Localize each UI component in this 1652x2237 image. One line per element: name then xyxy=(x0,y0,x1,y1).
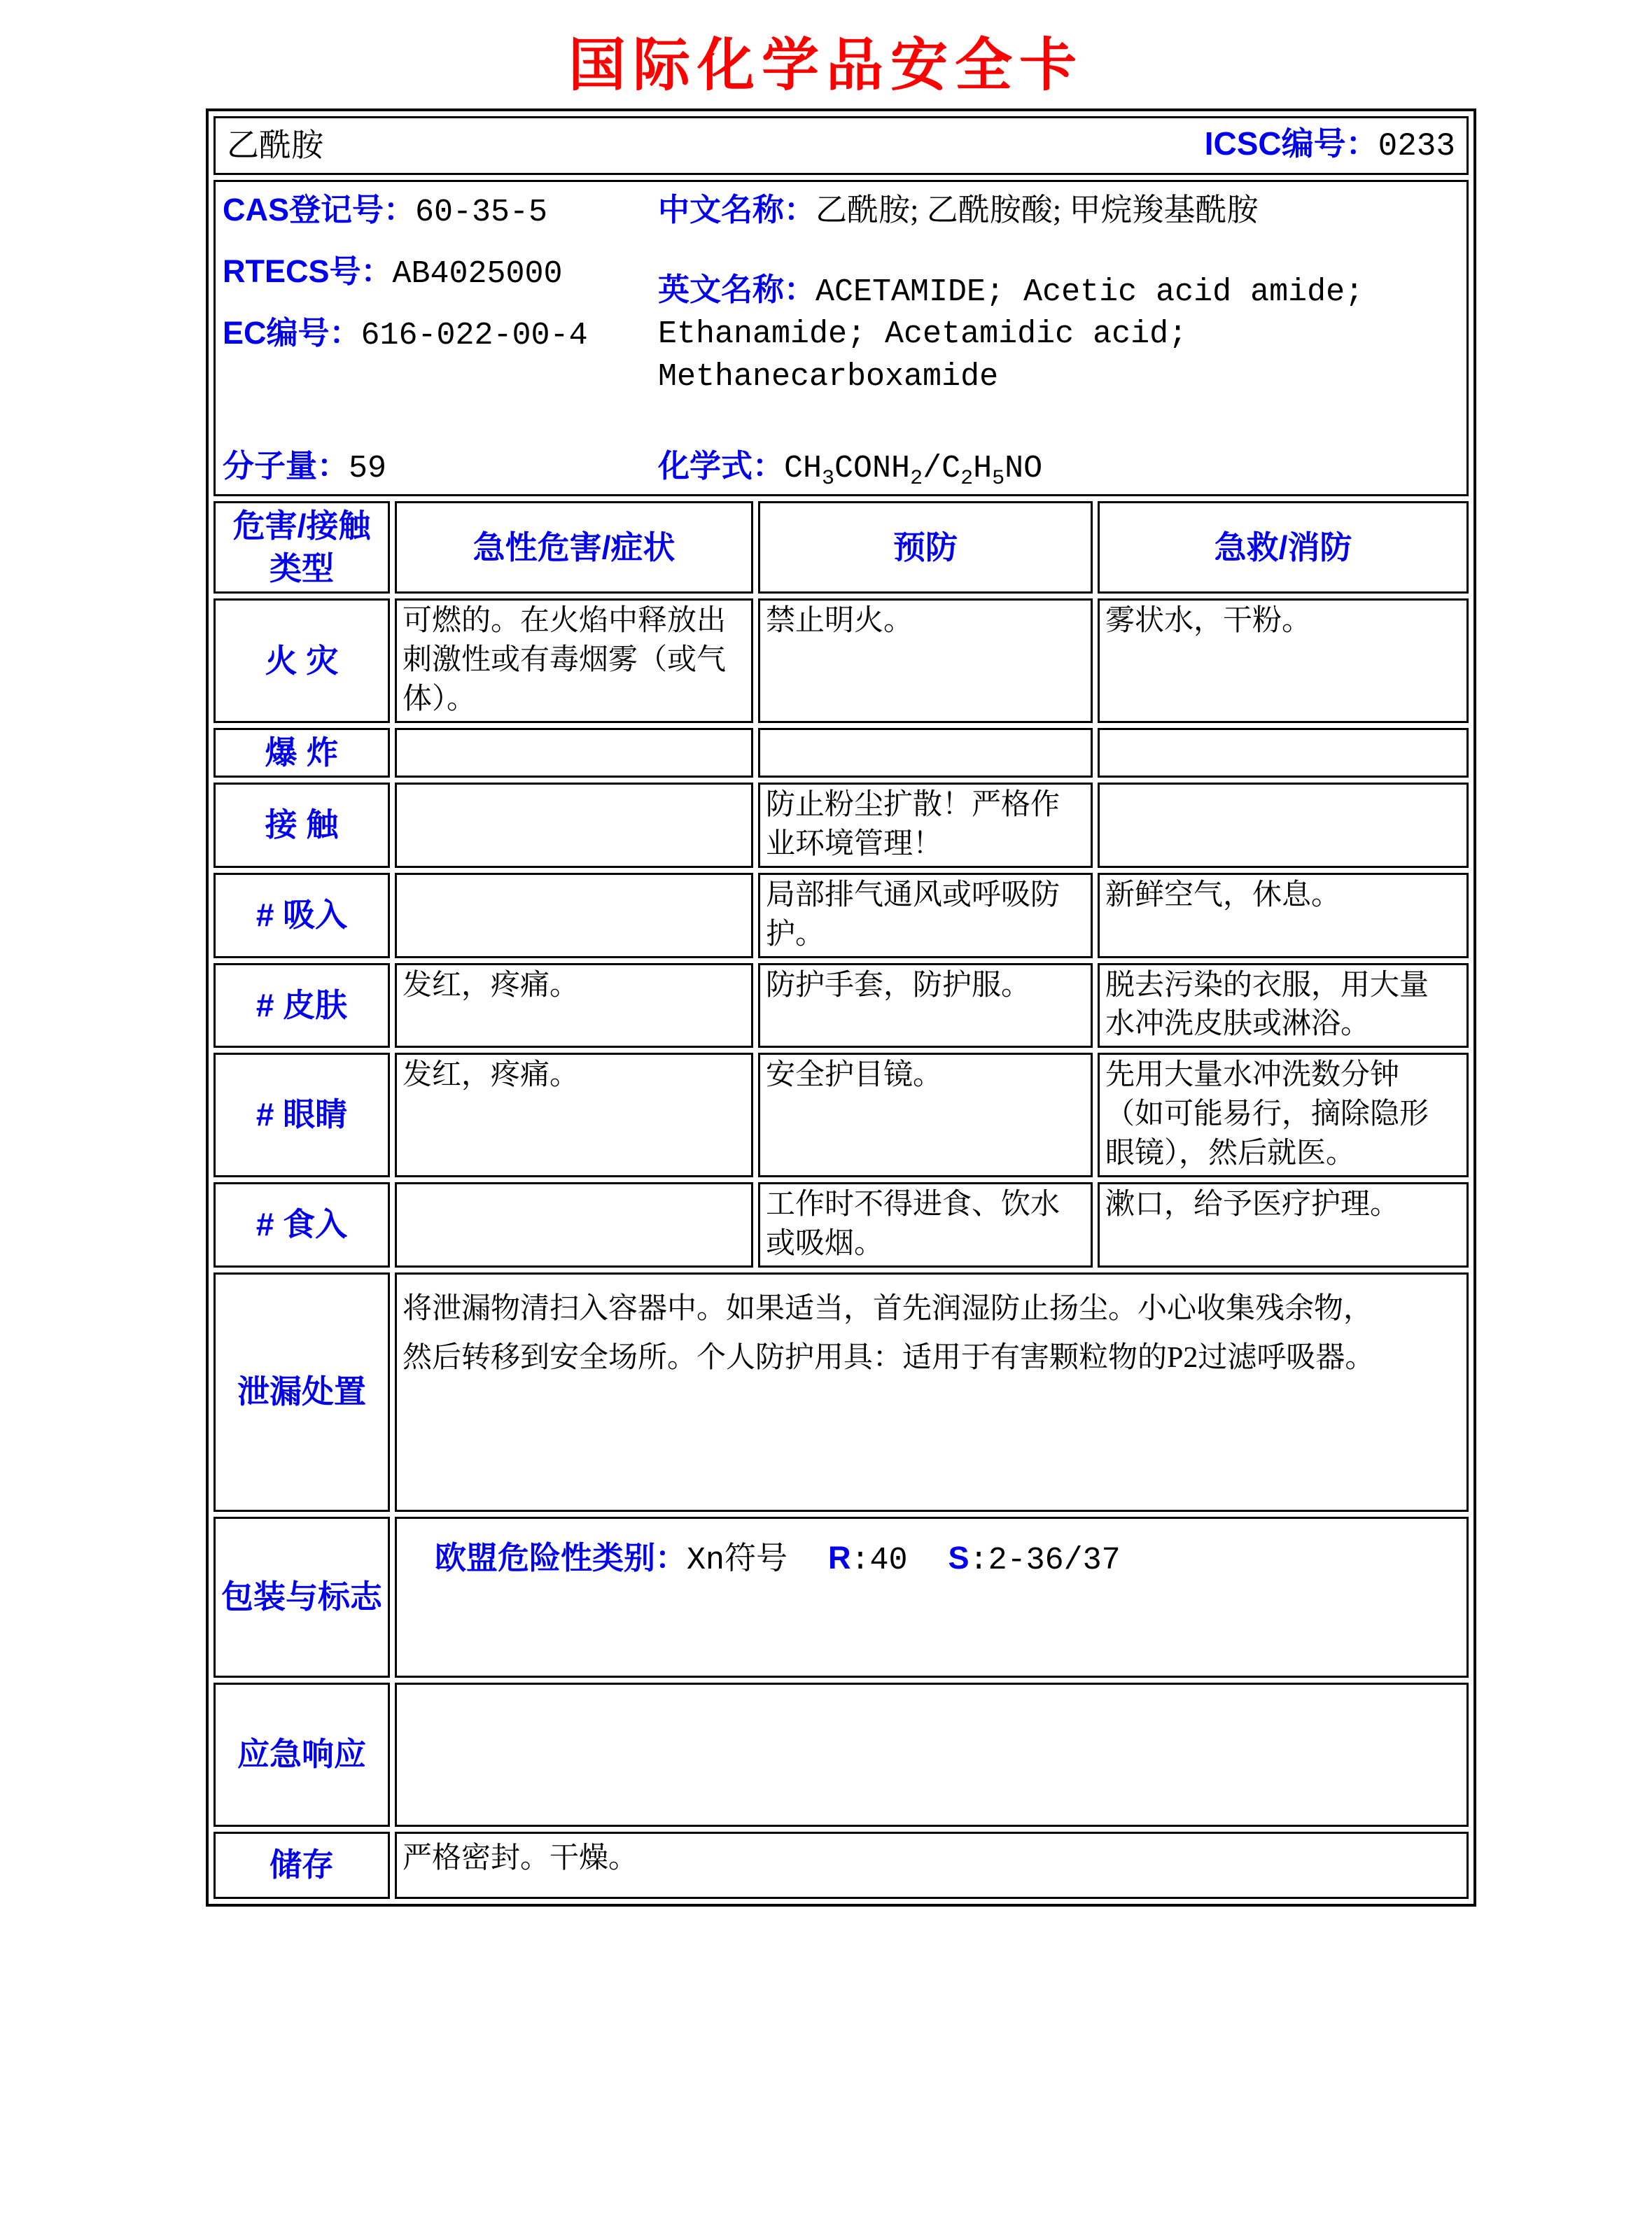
fire-firstaid: 雾状水，干粉。 xyxy=(1098,598,1469,723)
molecular-weight xyxy=(223,445,386,490)
inhalation-prevention: 局部排气通风或呼吸防护。 xyxy=(758,873,1093,958)
cas-value: 60-35-5 xyxy=(415,195,548,230)
s-phrase-value: :2-36/37 xyxy=(969,1542,1121,1578)
hazard-type-header-line2: 类型 xyxy=(270,550,334,587)
ingestion-firstaid: 漱口，给予医疗护理。 xyxy=(1098,1182,1469,1268)
hazard-header-row xyxy=(214,501,1469,594)
section-row-packaging xyxy=(214,1517,1469,1678)
substance-header-row xyxy=(214,116,1469,175)
skin-firstaid: 脱去污染的衣服，用大量水冲洗皮肤或淋浴。 xyxy=(1098,963,1469,1049)
ec-value: 616-022-00-4 xyxy=(360,317,588,353)
explosion-symptoms xyxy=(395,728,753,778)
english-names xyxy=(658,269,1442,398)
chemical-formula-value: $CH_3CONH_2/C_2H_5NO$ xyxy=(784,451,1043,491)
exposure-firstaid xyxy=(1098,783,1469,868)
section-label-storage: 储存 xyxy=(214,1832,390,1899)
icsc-label: ICSC编号： xyxy=(1204,125,1378,162)
hazard-row-fire xyxy=(214,598,1469,723)
section-row-storage xyxy=(214,1832,1469,1899)
rtecs-value: AB4025000 xyxy=(392,255,563,292)
molecular-weight-label: 分子量： xyxy=(223,448,349,484)
chinese-names-label: 中文名称： xyxy=(658,192,816,227)
section-label-spillage: 泄漏处置 xyxy=(214,1272,390,1512)
skin-prevention: 防护手套，防护服。 xyxy=(758,963,1093,1049)
substance-name: 乙酰胺 xyxy=(227,127,323,164)
firstaid-header: 急救/消防 xyxy=(1098,501,1469,594)
chinese-names xyxy=(658,189,1442,232)
explosion-prevention xyxy=(758,728,1093,778)
spillage-content: 将泄漏物清扫入容器中。如果适当，首先润湿防止扬尘。小心收集残余物，然后转移到安全场所。个人防护用具：适用于有害颗粒物的P2过滤呼吸器。 xyxy=(402,1292,1375,1375)
row-label-exposure: 接 触 xyxy=(214,783,390,868)
fire-symptoms: 可燃的。在火焰中释放出刺激性或有毒烟雾（或气体）。 xyxy=(395,598,753,723)
icsc-card-table xyxy=(206,108,1476,1907)
english-names-label: 英文名称： xyxy=(658,271,816,307)
substance-header-cell xyxy=(214,116,1469,175)
ingestion-prevention: 工作时不得进食、饮水或吸烟。 xyxy=(758,1182,1093,1268)
page-title: 国际化学品安全卡 xyxy=(568,34,1084,97)
storage-content: 严格密封。干燥。 xyxy=(395,1832,1469,1899)
hazard-type-header xyxy=(214,501,390,594)
identifiers-cell xyxy=(214,180,1469,496)
exposure-prevention: 防止粉尘扩散！严格作业环境管理！ xyxy=(758,783,1093,868)
chemical-formula-label: 化学式： xyxy=(658,448,785,484)
section-row-spillage xyxy=(214,1272,1469,1512)
explosion-firstaid xyxy=(1098,728,1469,778)
row-label-fire: 火 灾 xyxy=(214,598,390,723)
cas-label: CAS登记号： xyxy=(223,192,416,227)
eyes-symptoms: 发红，疼痛。 xyxy=(395,1053,753,1177)
hazard-type-header-line1: 危害/接触 xyxy=(232,507,371,544)
hazard-row-eyes xyxy=(214,1053,1469,1177)
fire-prevention: 禁止明火。 xyxy=(758,598,1093,723)
ec-label: EC编号： xyxy=(223,314,361,351)
symptoms-header: 急性危害/症状 xyxy=(395,501,753,594)
icsc-number xyxy=(1205,122,1455,168)
section-label-emergency: 应急响应 xyxy=(214,1683,390,1827)
cas-number xyxy=(223,189,588,234)
registry-numbers xyxy=(223,189,588,374)
r-phrase-value: :40 xyxy=(850,1542,908,1578)
inhalation-symptoms xyxy=(395,873,753,958)
section-row-emergency xyxy=(214,1683,1469,1827)
row-label-inhalation: # 吸入 xyxy=(214,873,390,958)
s-phrase-label: S xyxy=(948,1539,969,1576)
ingestion-symptoms xyxy=(395,1182,753,1268)
hazard-row-exposure xyxy=(214,783,1469,868)
inhalation-firstaid: 新鲜空气，休息。 xyxy=(1098,873,1469,958)
ec-number xyxy=(223,312,588,357)
chemical-formula xyxy=(658,445,1042,493)
row-label-eyes: # 眼睛 xyxy=(214,1053,390,1177)
hazard-row-ingestion xyxy=(214,1182,1469,1268)
hazard-row-explosion xyxy=(214,728,1469,778)
molecular-weight-value: 59 xyxy=(349,451,387,486)
r-phrase-label: R xyxy=(828,1539,851,1576)
hazard-row-inhalation xyxy=(214,873,1469,958)
rtecs-label: RTECS号： xyxy=(223,253,393,289)
prevention-header: 预防 xyxy=(758,501,1093,594)
row-label-ingestion: # 食入 xyxy=(214,1182,390,1268)
section-label-packaging: 包装与标志 xyxy=(214,1517,390,1678)
identifiers-row xyxy=(214,180,1469,496)
row-label-skin: # 皮肤 xyxy=(214,963,390,1049)
eyes-prevention: 安全护目镜。 xyxy=(758,1053,1093,1177)
chemical-names xyxy=(658,189,1442,398)
row-label-explosion: 爆 炸 xyxy=(214,728,390,778)
rtecs-number xyxy=(223,251,588,295)
spillage-content-cell xyxy=(395,1272,1469,1512)
exposure-symptoms xyxy=(395,783,753,868)
eu-symbol: Xn符号 xyxy=(687,1542,788,1578)
english-names-value: ACETAMIDE; Acetic acid amide; Ethanamide; Acetamidic acid; Methanecarboxamide xyxy=(658,274,1364,395)
emergency-content xyxy=(395,1683,1469,1827)
eu-hazard-class-line xyxy=(402,1524,1461,1582)
icsc-value: 0233 xyxy=(1378,128,1456,165)
eyes-firstaid: 先用大量水冲洗数分钟（如可能易行，摘除隐形眼镜），然后就医。 xyxy=(1098,1053,1469,1177)
skin-symptoms: 发红，疼痛。 xyxy=(395,963,753,1049)
chinese-names-value: 乙酰胺; 乙酰胺酸; 甲烷羧基酰胺 xyxy=(816,192,1259,227)
hazard-row-skin xyxy=(214,963,1469,1049)
eu-class-label: 欧盟危险性类别： xyxy=(435,1539,687,1576)
packaging-content-cell xyxy=(395,1517,1469,1678)
